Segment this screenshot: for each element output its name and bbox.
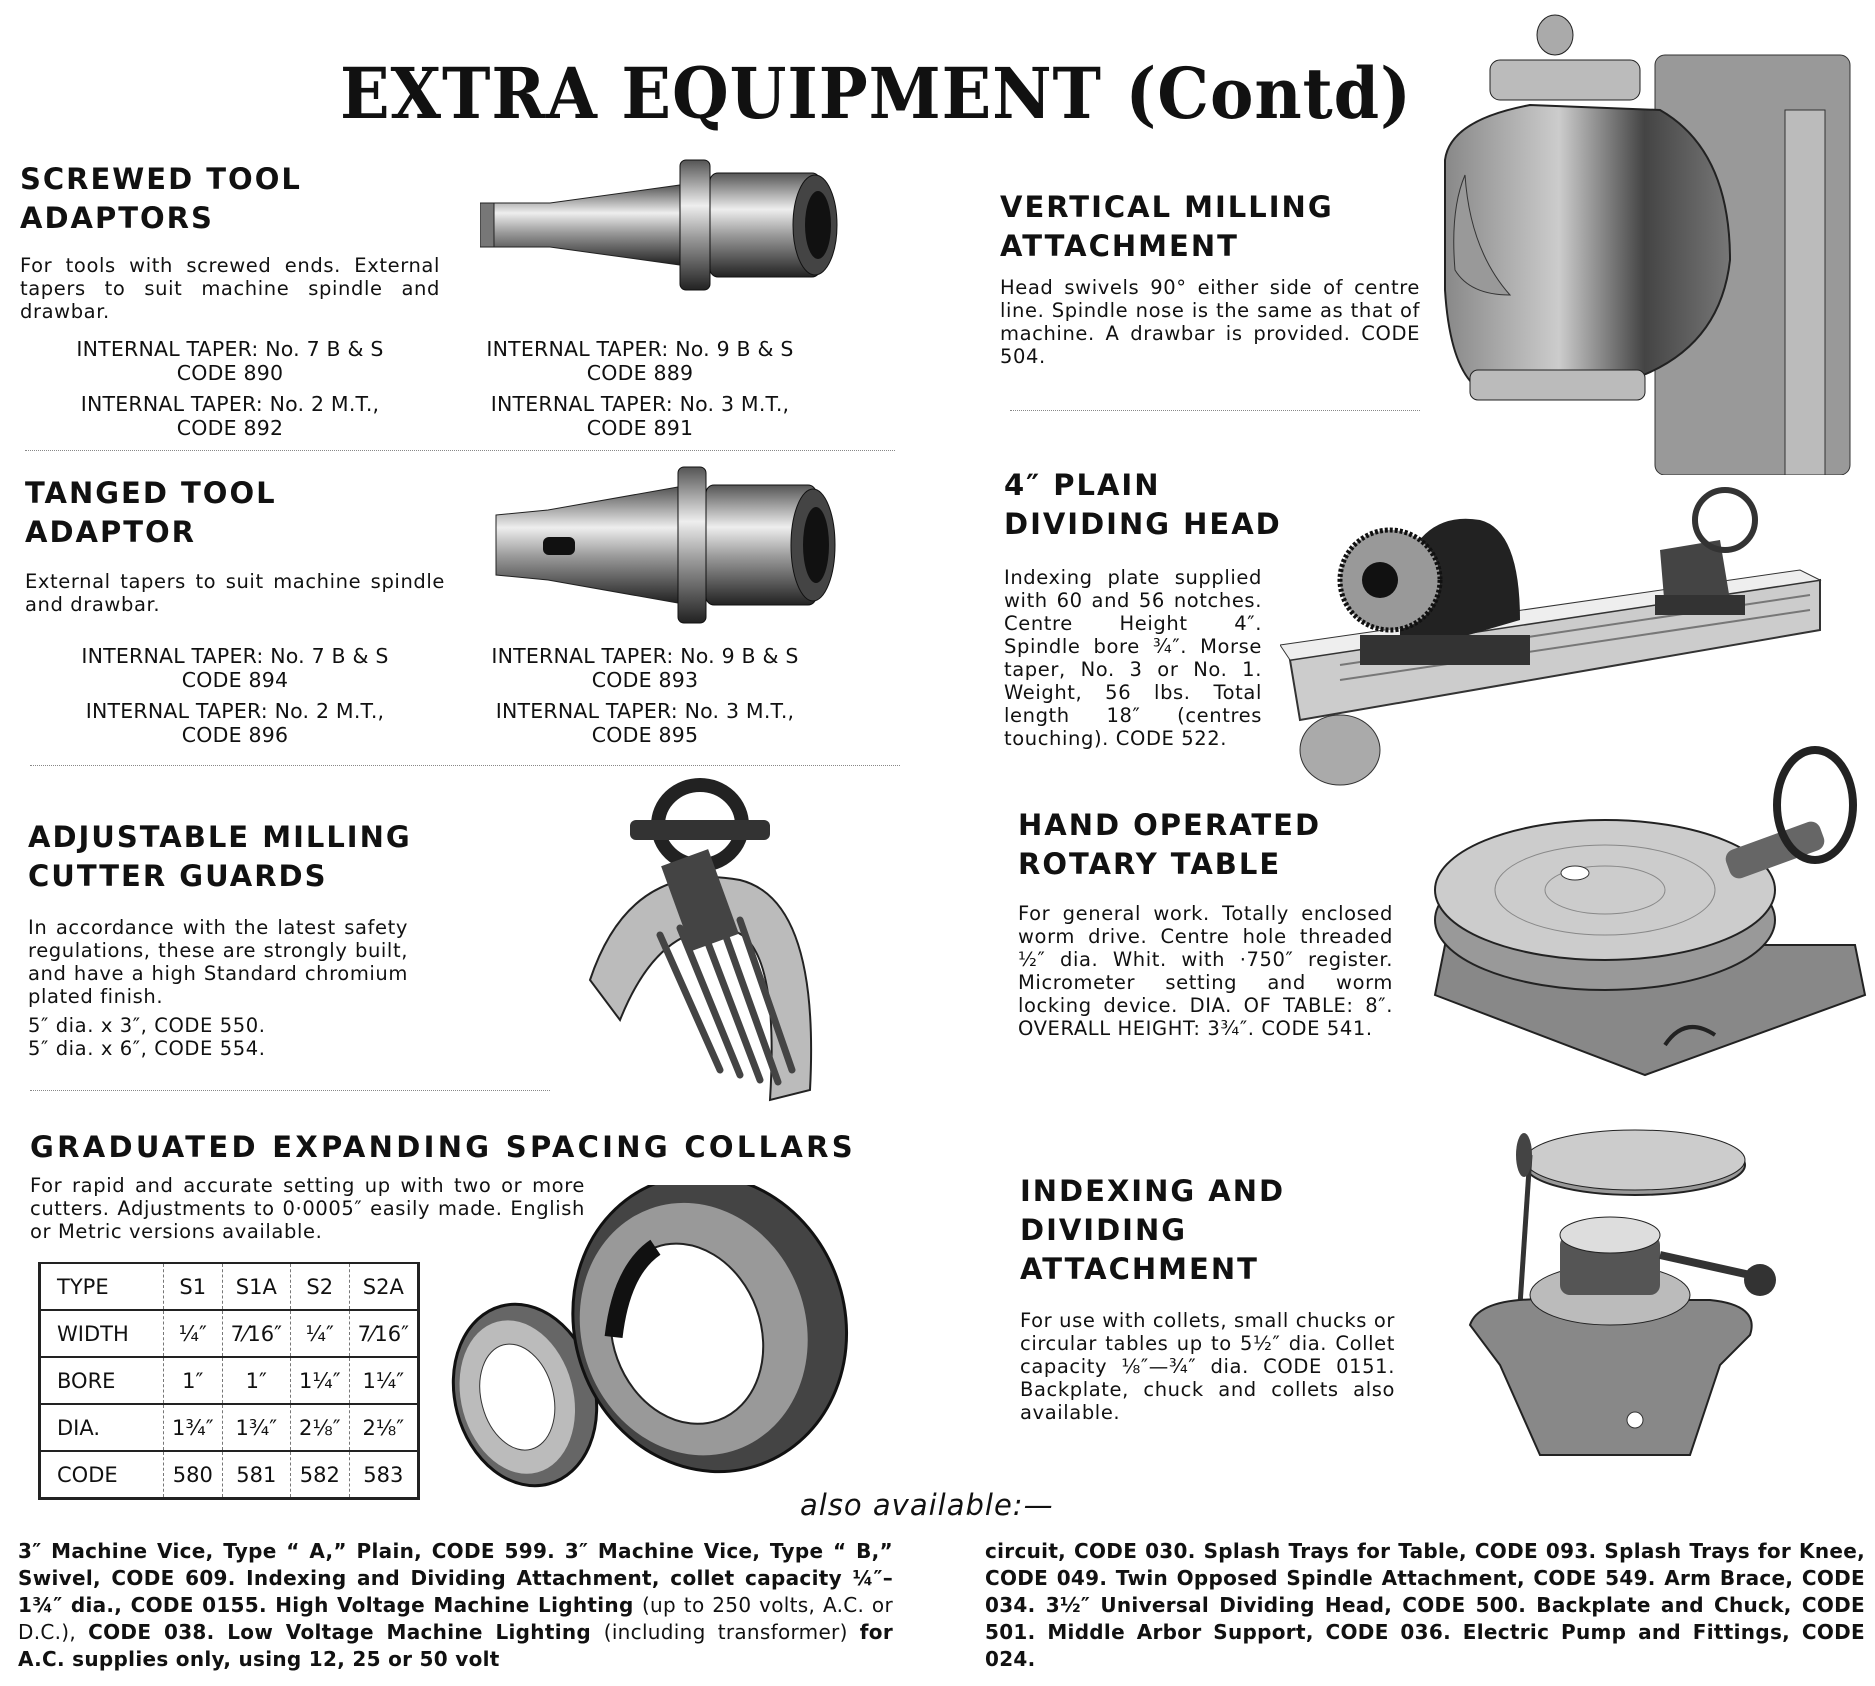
heading-line: DIVIDING HEAD [1004, 507, 1282, 541]
section-description: For tools with screwed ends. External tapers to suit machine spindle and drawbar. [20, 254, 440, 323]
heading-line: ADAPTORS [20, 201, 214, 235]
also-available-right-column: circuit, CODE 030. Splash Trays for Table, CODE 093. Splash Trays for Knee, CODE 049. Twin Opposed Spindle Attachment, CODE 549. Arm Brace, CODE 034. 3½″ Universal Dividing Head, CODE 500. Backplate and Chuck, CODE 501. Middle Arbor Support, CODE 036. Electric Pump and Fittings, CODE 024. [985, 1539, 1865, 1671]
section-heading [1020, 1172, 1395, 1289]
table-cell: S2A [349, 1264, 417, 1310]
footer-text: CODE 038. Low Voltage Machine Lighting [88, 1620, 604, 1644]
table-row [41, 1404, 417, 1451]
heading-line: VERTICAL MILLING [1000, 190, 1334, 224]
collar-table [41, 1264, 417, 1497]
table-cell: ¼″ [291, 1310, 350, 1357]
table-row [41, 1264, 417, 1310]
section-description: External tapers to suit machine spindle and drawbar. [25, 570, 445, 616]
table-cell: BORE [41, 1357, 164, 1404]
table-cell: TYPE [41, 1264, 164, 1310]
taper-code: CODE 894 [181, 668, 289, 692]
heading-line: ATTACHMENT [1020, 1252, 1259, 1286]
section-description: For rapid and accurate setting up with two or more cutters. Adjustments to 0·0005″ easily made. English or Metric versions available. [30, 1174, 585, 1243]
taper-code: CODE 895 [591, 723, 699, 747]
taper-code: CODE 890 [176, 361, 284, 385]
taper-code: CODE 896 [181, 723, 289, 747]
table-cell: DIA. [41, 1404, 164, 1451]
table-cell: S2 [291, 1264, 350, 1310]
section-description: In accordance with the latest safety regulations, these are strongly built, and have a high Standard chromium plated finish. [28, 916, 408, 1008]
section-cutter-guards [28, 818, 412, 1060]
taper-label: INTERNAL TAPER: No. 3 M.T., [495, 699, 795, 723]
taper-code: CODE 892 [176, 416, 284, 440]
section-heading [25, 474, 445, 552]
table-cell: S1A [222, 1264, 290, 1310]
table-cell: 7⁄16″ [222, 1310, 290, 1357]
also-available-label: also available:— [800, 1488, 1054, 1522]
taper-label: INTERNAL TAPER: No. 3 M.T., [490, 392, 790, 416]
taper-code: CODE 889 [586, 361, 694, 385]
table-cell: 2⅛″ [291, 1404, 350, 1451]
section-description: For use with collets, small chucks or circular tables up to 5½″ dia. Collet capacity ⅛″—¾″ dia. CODE 0151. Backplate, chuck and collets also available. [1020, 1309, 1395, 1424]
section-vertical-milling [1000, 188, 1420, 368]
section-heading [1018, 806, 1393, 884]
section-heading [1000, 188, 1420, 266]
spacing-collars-image [445, 1185, 865, 1495]
table-cell: 1¾″ [222, 1404, 290, 1451]
taper-label: INTERNAL TAPER: No. 7 B & S [81, 644, 389, 668]
taper-option [40, 392, 420, 440]
taper-option [455, 699, 835, 747]
section-description: For general work. Totally enclosed worm drive. Centre hole threaded ½″ dia. Whit. with ·750″ register. Micrometer setting and worm locking device. DIA. OF TABLE: 8″. OVERALL HEIGHT: 3¾″. CODE 541. [1018, 902, 1393, 1040]
section-heading [28, 818, 412, 896]
section-heading-spacing-collars: GRADUATED EXPANDING SPACING COLLARS [30, 1130, 856, 1164]
section-description: Indexing plate supplied with 60 and 56 notches. Centre Height 4″. Spindle bore ¾″. Morse taper, No. 3 or No. 1. Weight, 56 lbs. Total length 18″ (centres touching). CODE 522. [1004, 566, 1262, 750]
table-cell: 1¼″ [291, 1357, 350, 1404]
footer-text: for A.C. supplies only, using 12, 25 or 50 volt [18, 1620, 893, 1671]
taper-label: INTERNAL TAPER: No. 2 M.T., [80, 392, 380, 416]
table-cell: 7⁄16″ [349, 1310, 417, 1357]
vertical-milling-head-image [1430, 10, 1870, 475]
taper-option [455, 644, 835, 692]
heading-line: ATTACHMENT [1000, 229, 1239, 263]
spec-line: 5″ dia. x 6″, CODE 554. [28, 1037, 266, 1060]
taper-option [45, 644, 425, 692]
heading-line: DIVIDING [1020, 1213, 1188, 1247]
heading-line: SCREWED TOOL [20, 162, 302, 196]
also-available-left-column [18, 1538, 893, 1673]
table-cell: 1¾″ [164, 1404, 223, 1451]
taper-label: INTERNAL TAPER: No. 7 B & S [76, 337, 384, 361]
heading-line: HAND OPERATED [1018, 808, 1322, 842]
indexing-attachment-image [1460, 1125, 1790, 1465]
rotary-table-image [1425, 745, 1870, 1085]
cutter-guard-image [570, 770, 840, 1120]
footer-text: (including transformer) [603, 1620, 860, 1644]
table-row [41, 1310, 417, 1357]
section-divider [30, 1090, 550, 1091]
footer-text: 3″ Machine Vice, Type “ A,” Plain, CODE 599. 3″ Machine Vice, Type “ B,” Swivel, CODE 609. Indexing and Dividing Attachment, collet capacity ¼″–1¾″ dia., CODE 0155. High Voltage Machine Lighting [18, 1539, 893, 1617]
taper-option [450, 337, 830, 385]
taper-label: INTERNAL TAPER: No. 9 B & S [486, 337, 794, 361]
section-divider [30, 765, 900, 766]
section-description: Head swivels 90° either side of centre line. Spindle nose is the same as that of machine. A drawbar is provided. CODE 504. [1000, 276, 1420, 368]
section-divider [1010, 410, 1420, 411]
heading-line: 4″ PLAIN [1004, 468, 1161, 502]
tanged-adaptor-image [488, 465, 848, 625]
table-cell: 1″ [164, 1357, 223, 1404]
table-row [41, 1451, 417, 1497]
taper-label: INTERNAL TAPER: No. 9 B & S [491, 644, 799, 668]
heading-line: ADAPTOR [25, 515, 196, 549]
table-cell: ¼″ [164, 1310, 223, 1357]
guard-specs [28, 1014, 408, 1060]
spec-line: 5″ dia. x 3″, CODE 550. [28, 1014, 266, 1037]
table-cell: 1″ [222, 1357, 290, 1404]
tapered-adaptor-image [480, 155, 850, 295]
section-dividing-head [1004, 466, 1282, 750]
table-row [41, 1357, 417, 1404]
table-cell: 580 [164, 1451, 223, 1497]
taper-code: CODE 893 [591, 668, 699, 692]
heading-line: INDEXING AND [1020, 1174, 1286, 1208]
section-indexing-attachment [1020, 1172, 1395, 1424]
taper-option [450, 392, 830, 440]
section-heading [1004, 466, 1282, 544]
taper-option [40, 337, 420, 385]
section-screwed-tool-adaptors [20, 160, 440, 323]
section-rotary-table [1018, 806, 1393, 1040]
table-cell: 2⅛″ [349, 1404, 417, 1451]
table-cell: 1¼″ [349, 1357, 417, 1404]
section-tanged-tool-adaptor [25, 474, 445, 616]
table-cell: CODE [41, 1451, 164, 1497]
page-title: EXTRA EQUIPMENT (Contd) [340, 52, 1412, 135]
taper-option [45, 699, 425, 747]
heading-line: ADJUSTABLE MILLING [28, 820, 412, 854]
dividing-head-image [1280, 470, 1840, 790]
footer-text: (up to 250 volts, A.C. or D.C.), [18, 1593, 893, 1644]
table-cell: 583 [363, 1462, 404, 1487]
table-cell: S1 [164, 1264, 223, 1310]
taper-code: CODE 891 [586, 416, 694, 440]
heading-line: ROTARY TABLE [1018, 847, 1282, 881]
section-heading [20, 160, 440, 238]
table-cell: 582 [291, 1451, 350, 1497]
heading-line: TANGED TOOL [25, 476, 277, 510]
section-divider [25, 450, 895, 451]
taper-label: INTERNAL TAPER: No. 2 M.T., [85, 699, 385, 723]
collar-spec-table [38, 1262, 420, 1500]
heading-line: CUTTER GUARDS [28, 859, 328, 893]
table-cell: WIDTH [41, 1310, 164, 1357]
table-cell: 581 [222, 1451, 290, 1497]
